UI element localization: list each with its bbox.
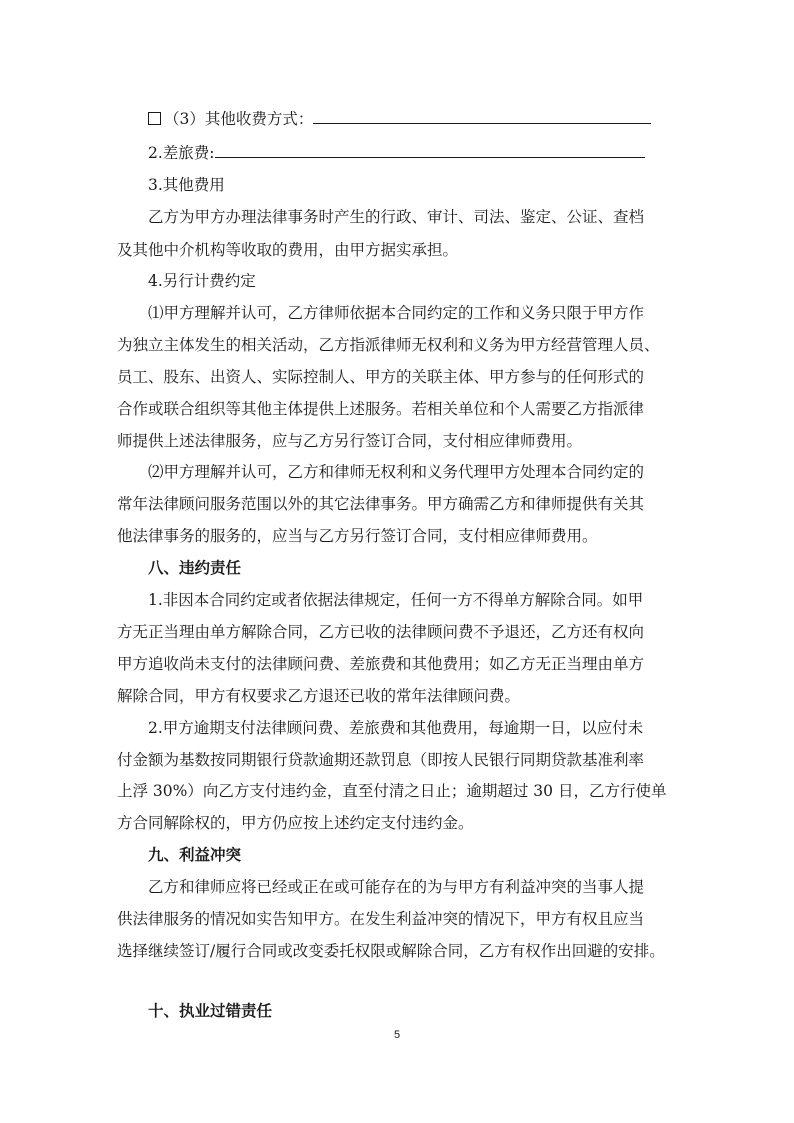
paragraph-line: 4.另行计费约定 [148,272,256,290]
section-heading-breach: 八、违约责任 [148,558,242,577]
paragraph-line: 供法律服务的情况如实告知甲方。在发生利益冲突的情况下，甲方有权且应当 [117,910,645,928]
paragraph-line: ⑵甲方理解并认可，乙方和律师无权利和义务代理甲方处理本合同约定的 [148,463,645,481]
paragraph-line: 选择继续签订/履行合同或改变委托权限或解除合同，乙方有权作出回避的安排。 [117,942,665,960]
other-fee-method-line: （3）其他收费方式： [148,107,651,129]
page-number: 5 [393,1029,401,1041]
paragraph-line: 乙方和律师应将已经或正在或可能存在的为与甲方有利益冲突的当事人提 [148,878,645,896]
paragraph-line: 2.甲方逾期支付法律顾问费、差旅费和其他费用，每逾期一日，以应付未 [148,719,644,737]
paragraph-line: 员工、股东、出资人、实际控制人、甲方的关联主体、甲方参与的任何形式的 [117,368,645,386]
checkbox-icon[interactable] [148,112,161,125]
paragraph-line: 付金额为基数按同期银行贷款逾期还款罚息（即按人民银行同期贷款基准利率 [117,751,645,769]
paragraph-line: 方合同解除权的，甲方仍应按上述约定支付违约金。 [117,814,474,832]
paragraph-line: 1.非因本合同约定或者依据法律规定，任何一方不得单方解除合同。如甲 [148,591,644,609]
paragraph-line: 方无正当理由单方解除合同，乙方已收的法律顾问费不予退还，乙方还有权向 [117,623,645,641]
paragraph-line: 3.其他费用 [148,176,225,194]
paragraph-line: 师提供上述法律服务，应与乙方另行签订合同，支付相应律师费用。 [117,432,583,450]
paragraph-line: 他法律事务的服务的，应当与乙方另行签订合同，支付相应律师费用。 [117,527,598,545]
blank-fill-line [313,107,651,124]
travel-expense-line: 2.差旅费: [148,141,645,163]
paragraph-line: 常年法律顾问服务范围以外的其它法律事务。甲方确需乙方和律师提供有关其 [117,495,645,513]
section-heading-conflict: 九、利益冲突 [148,845,242,864]
paragraph-line: ⑴甲方理解并认可，乙方律师依据本合同约定的工作和义务只限于甲方作 [148,304,645,322]
paragraph-line: 为独立主体发生的相关活动，乙方指派律师无权利和义务为甲方经营管理人员、 [117,336,660,354]
paragraph-line: 合作或联合组织等其他主体提供上述服务。若相关单位和个人需要乙方指派律 [117,400,645,418]
section-heading-malpractice: 十、执业过错责任 [148,1001,273,1020]
paragraph-line: 及其他中介机构等收取的费用，由甲方据实承担。 [117,241,459,259]
paragraph-line: 甲方追收尚未支付的法律顾问费、差旅费和其他费用；如乙方无正当理由单方 [117,655,645,673]
paragraph-line: 上浮 30%）向乙方支付违约金，直至付清之日止；逾期超过 30 日，乙方行使单 [117,782,667,800]
paragraph-line: 乙方为甲方办理法律事务时产生的行政、审计、司法、鉴定、公证、查档 [148,208,645,226]
blank-fill-line [215,141,645,158]
paragraph-line: 解除合同，甲方有权要求乙方退还已收的常年法律顾问费。 [117,687,521,705]
